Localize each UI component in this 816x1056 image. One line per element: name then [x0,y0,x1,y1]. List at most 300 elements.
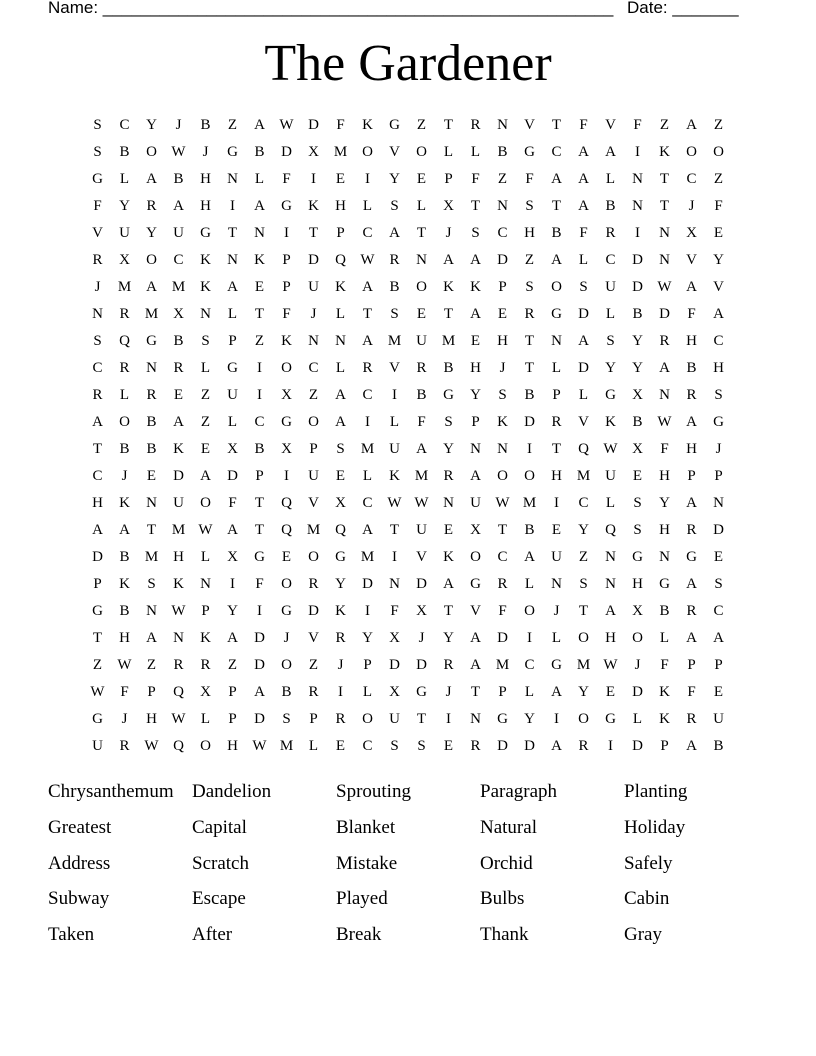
grid-letter: K [497,414,508,430]
word-list-item: Cabin [624,888,670,910]
grid-letter: A [92,522,103,538]
grid-letter: R [308,576,319,592]
grid-letter: D [632,684,643,700]
grid-letter: R [146,387,157,403]
grid-letter: S [390,738,399,754]
grid-letter: N [470,711,481,727]
grid-letter: X [335,495,346,511]
grid-letter: C [686,171,697,187]
grid-letter: I [257,360,262,376]
grid-letter: H [92,495,103,511]
grid-letter: M [576,657,591,673]
grid-letter: N [146,495,157,511]
grid-row [84,571,732,598]
grid-letter: A [605,603,616,619]
grid-letter: A [227,522,238,538]
grid-letter: D [497,738,508,754]
grid-row [84,139,732,166]
grid-letter: U [713,711,724,727]
grid-letter: I [365,171,370,187]
grid-letter: N [551,576,562,592]
grid-letter: E [713,225,724,241]
grid-letter: I [608,738,613,754]
grid-letter: Y [578,684,589,700]
grid-letter: K [200,279,211,295]
grid-letter: R [119,306,130,322]
grid-letter: G [713,414,724,430]
grid-letter: O [119,414,130,430]
grid-letter: K [659,684,670,700]
grid-letter: D [173,468,184,484]
grid-letter: A [524,549,535,565]
grid-letter: I [230,576,235,592]
grid-letter: T [551,198,562,214]
grid-letter: T [524,360,535,376]
grid-letter: P [255,468,264,484]
grid-letter: Z [578,549,589,565]
grid-letter: E [281,549,292,565]
grid-letter: B [524,522,535,538]
grid-letter: N [605,549,616,565]
grid-letter: H [335,198,346,214]
grid-letter: G [281,198,292,214]
grid-letter: T [551,441,562,457]
grid-letter: T [416,225,427,241]
grid-letter: G [389,117,400,133]
grid-letter: W [171,603,186,619]
grid-letter: K [200,630,211,646]
grid-letter: S [633,495,642,511]
grid-letter: R [470,738,481,754]
grid-letter: X [227,549,238,565]
grid-letter: O [578,711,589,727]
grid-letter: G [92,171,103,187]
grid-letter: S [525,279,534,295]
grid-letter: L [227,306,238,322]
grid-letter: B [119,441,130,457]
grid-letter: U [416,333,427,349]
grid-letter: R [173,657,184,673]
grid-letter: V [416,549,427,565]
grid-letter: F [687,684,696,700]
grid-letter: O [308,549,319,565]
grid-letter: I [311,171,316,187]
grid-letter: A [362,279,373,295]
grid-letter: T [308,225,319,241]
grid-letter: P [714,657,723,673]
grid-letter: Z [416,117,427,133]
grid-letter: I [554,711,559,727]
grid-letter: A [578,333,589,349]
grid-letter: N [227,252,238,268]
grid-letter: B [416,387,427,403]
grid-letter: G [227,360,238,376]
grid-letter: V [686,252,697,268]
grid-letter: U [308,279,319,295]
grid-letter: Y [146,117,157,133]
grid-letter: P [687,468,696,484]
grid-row [84,706,732,733]
grid-letter: T [146,522,157,538]
grid-letter: X [200,684,211,700]
grid-letter: I [392,387,397,403]
grid-letter: V [389,360,400,376]
grid-letter: Z [227,117,238,133]
grid-letter: A [227,630,238,646]
grid-letter: B [551,225,562,241]
grid-letter: N [308,333,319,349]
grid-letter: S [147,576,156,592]
grid-letter: O [416,144,427,160]
grid-letter: R [605,225,616,241]
grid-letter: X [389,630,400,646]
grid-letter: O [551,279,562,295]
grid-letter: E [632,468,643,484]
grid-letter: A [686,495,697,511]
grid-letter: R [92,387,103,403]
grid-letter: S [93,333,102,349]
grid-letter: P [552,387,561,403]
grid-letter: M [414,468,429,484]
grid-letter: F [498,603,507,619]
grid-letter: R [335,630,346,646]
grid-letter: C [254,414,265,430]
grid-letter: U [173,495,184,511]
grid-letter: K [443,279,454,295]
grid-letter: K [200,252,211,268]
grid-letter: A [362,333,373,349]
grid-letter: S [93,117,102,133]
grid-letter: X [281,387,292,403]
grid-row [84,112,732,139]
grid-letter: L [470,144,481,160]
grid-letter: G [200,225,211,241]
grid-letter: P [147,684,156,700]
page-title: The Gardener [264,35,552,92]
grid-letter: N [389,576,400,592]
grid-letter: F [687,306,696,322]
grid-letter: C [551,144,562,160]
grid-letter: E [443,522,454,538]
grid-letter: S [417,738,426,754]
grid-letter: S [444,414,453,430]
grid-letter: O [497,468,508,484]
grid-letter: A [551,171,562,187]
grid-letter: O [524,468,535,484]
date-field-label: Date: _______ [627,0,739,17]
grid-letter: Z [200,414,211,430]
grid-letter: G [605,711,616,727]
grid-letter: H [146,711,157,727]
grid-letter: N [632,198,643,214]
grid-letter: F [390,603,399,619]
grid-letter: L [605,171,616,187]
grid-letter: B [119,144,130,160]
grid-letter: M [171,522,186,538]
grid-letter: W [171,711,186,727]
grid-letter: M [360,549,375,565]
grid-letter: B [254,144,265,160]
grid-letter: B [173,171,184,187]
grid-letter: E [605,684,616,700]
grid-letter: B [659,603,670,619]
grid-letter: G [632,549,643,565]
word-list-item: Natural [480,816,537,838]
grid-letter: K [335,603,346,619]
grid-letter: O [146,144,157,160]
grid-row [84,220,732,247]
grid-letter: K [119,495,130,511]
grid-letter: K [362,117,373,133]
grid-row [84,274,732,301]
grid-letter: S [93,144,102,160]
grid-letter: A [119,522,130,538]
grid-letter: O [308,414,319,430]
grid-letter: R [551,414,562,430]
grid-letter: Q [605,522,616,538]
grid-letter: X [686,225,697,241]
grid-letter: Z [146,657,157,673]
grid-letter: R [497,576,508,592]
grid-letter: C [173,252,184,268]
grid-letter: D [92,549,103,565]
grid-letter: S [498,387,507,403]
header [48,0,768,19]
grid-letter: Z [524,252,535,268]
grid-letter: A [686,738,697,754]
grid-letter: G [92,711,103,727]
grid-letter: R [146,198,157,214]
grid-letter: J [715,441,722,457]
name-field-label: Name: ______________________________________________________ [48,0,614,17]
grid-letter: L [200,360,211,376]
grid-letter: J [445,684,452,700]
grid-letter: N [551,333,562,349]
grid-letter: U [227,387,238,403]
grid-letter: X [227,441,238,457]
grid-letter: B [524,387,535,403]
grid-letter: K [173,441,184,457]
grid-letter: A [470,306,481,322]
grid-letter: T [254,495,265,511]
grid-letter: P [444,171,453,187]
grid-letter: Z [713,171,724,187]
grid-letter: P [282,252,291,268]
grid-letter: H [173,549,184,565]
grid-letter: D [632,279,643,295]
grid-letter: A [443,576,454,592]
grid-letter: S [336,441,345,457]
grid-row [84,517,732,544]
grid-letter: L [119,171,130,187]
grid-letter: A [443,252,454,268]
grid-letter: W [414,495,429,511]
grid-letter: B [632,414,643,430]
grid-letter: N [470,441,481,457]
grid-row [84,193,732,220]
grid-letter: R [686,603,697,619]
grid-letter: R [119,738,130,754]
grid-letter: T [659,171,670,187]
grid-letter: R [443,468,454,484]
grid-letter: O [470,549,481,565]
grid-letter: A [470,657,481,673]
grid-letter: Z [659,117,670,133]
grid-letter: D [254,711,265,727]
word-list-item: Capital [192,816,247,838]
grid-letter: B [686,360,697,376]
grid-letter: V [389,144,400,160]
grid-letter: S [201,333,210,349]
grid-letter: D [632,252,643,268]
grid-letter: M [279,738,294,754]
grid-letter: D [308,117,319,133]
grid-letter: N [200,576,211,592]
grid-letter: R [335,711,346,727]
grid-letter: K [389,468,400,484]
grid-row [84,598,732,625]
grid-letter: R [659,333,670,349]
grid-letter: W [360,252,375,268]
grid-letter: H [551,468,562,484]
grid-letter: D [524,738,535,754]
grid-letter: T [92,630,103,646]
grid-letter: Z [227,657,238,673]
grid-letter: D [497,630,508,646]
grid-letter: Z [200,387,211,403]
grid-letter: K [659,711,670,727]
grid-letter: V [308,495,319,511]
grid-letter: D [362,576,373,592]
grid-letter: G [281,603,292,619]
grid-letter: G [551,657,562,673]
grid-letter: F [336,117,345,133]
grid-letter: S [579,279,588,295]
word-list-item: Break [336,924,382,946]
grid-letter: C [362,495,373,511]
grid-letter: Y [578,522,589,538]
grid-letter: W [603,657,618,673]
grid-letter: F [93,198,102,214]
grid-letter: W [90,684,105,700]
grid-letter: E [146,468,157,484]
word-list-item: Chrysanthemum [48,781,174,802]
grid-letter: U [119,225,130,241]
grid-letter: M [441,333,456,349]
grid-row [84,301,732,328]
word-list-item: Safely [624,852,673,874]
grid-letter: Q [173,684,184,700]
grid-row [84,652,732,679]
grid-letter: J [94,279,101,295]
grid-letter: F [282,306,291,322]
grid-letter: D [227,468,238,484]
grid-letter: H [497,333,508,349]
grid-letter: D [254,630,265,646]
grid-letter: D [416,657,427,673]
grid-letter: B [389,279,400,295]
grid-letter: A [686,576,697,592]
grid-letter: K [659,144,670,160]
grid-letter: J [499,360,506,376]
grid-letter: A [659,360,670,376]
grid-letter: Y [443,441,454,457]
grid-letter: S [579,576,588,592]
grid-letter: K [254,252,265,268]
grid-letter: M [360,441,375,457]
grid-letter: O [281,576,292,592]
grid-letter: A [578,198,589,214]
grid-letter: E [470,333,481,349]
grid-row [84,436,732,463]
grid-letter: R [173,360,184,376]
grid-letter: E [254,279,265,295]
grid-letter: L [443,144,454,160]
grid-letter: J [634,657,641,673]
grid-letter: G [227,144,238,160]
grid-letter: R [686,522,697,538]
grid-letter: U [92,738,103,754]
grid-letter: G [686,549,697,565]
grid-letter: D [281,144,292,160]
grid-letter: R [686,387,697,403]
grid-letter: Y [119,198,130,214]
grid-letter: J [121,711,128,727]
word-list-item: Holiday [624,816,686,838]
grid-letter: L [524,684,535,700]
grid-letter: B [254,441,265,457]
grid-row [84,679,732,706]
grid-letter: M [522,495,537,511]
grid-row [84,544,732,571]
grid-letter: T [362,306,373,322]
word-list-item: Mistake [336,852,398,874]
grid-letter: F [633,117,642,133]
grid-letter: J [175,117,182,133]
grid-letter: N [92,306,103,322]
grid-letter: G [605,387,616,403]
grid-letter: N [713,495,724,511]
grid-letter: A [146,630,157,646]
grid-letter: Q [281,522,292,538]
grid-letter: G [335,549,346,565]
grid-letter: A [335,414,346,430]
grid-letter: I [365,414,370,430]
grid-letter: F [471,171,480,187]
grid-letter: O [281,657,292,673]
grid-letter: R [443,657,454,673]
grid-letter: M [576,468,591,484]
word-list-item: Bulbs [480,888,525,910]
grid-letter: L [578,252,589,268]
grid-letter: N [443,495,454,511]
grid-letter: T [443,117,454,133]
grid-letter: C [308,360,319,376]
grid-letter: W [603,441,618,457]
grid-letter: W [252,738,267,754]
grid-letter: L [335,306,346,322]
grid-letter: C [578,495,589,511]
grid-letter: O [362,144,373,160]
grid-letter: T [254,306,265,322]
grid-letter: K [443,549,454,565]
grid-letter: O [200,738,211,754]
grid-letter: K [281,333,292,349]
grid-letter: Y [632,333,643,349]
grid-letter: E [551,522,562,538]
grid-letter: B [119,549,130,565]
grid-letter: D [416,576,427,592]
